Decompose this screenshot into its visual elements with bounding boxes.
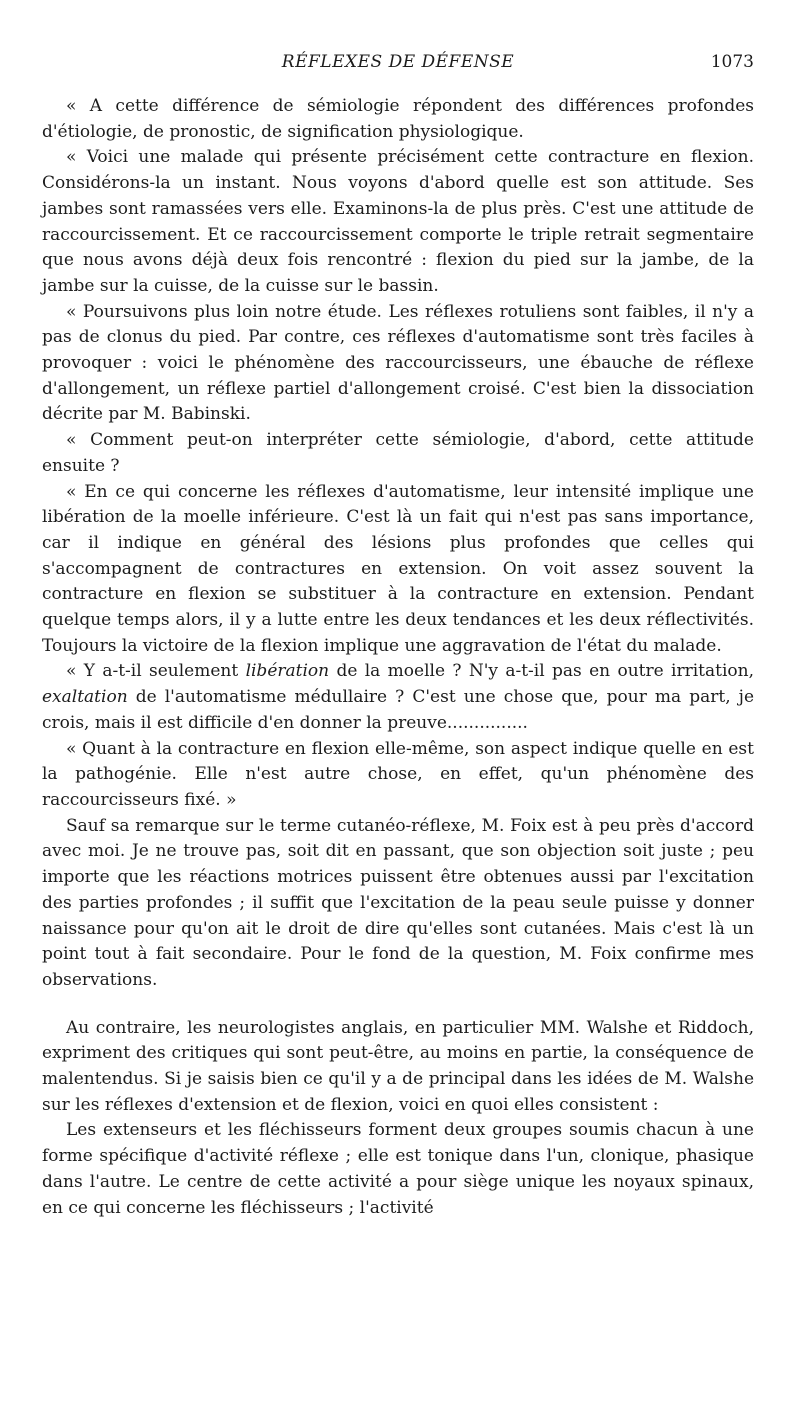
page-number: 1073 xyxy=(710,52,754,72)
paragraph-8: Sauf sa remarque sur le terme cutanéo-réflexe, M. Foix est à peu près d'accord avec moi. Je ne trouve pas, soit dit en passant, que son objection soit juste ; peu importe que les réactions motrices puissent être obtenues aussi par l'excitation des parties profondes ; il suffit que l'excitation de la peau seule puisse y donner naissance pour qu'on ait le droit de dire qu'elles sont cutanées. Mais c'est là un point tout à fait secondaire. Pour le fond de la question, M. Foix confirme mes observations. xyxy=(42,815,754,990)
paragraph-1: « A cette différence de sémiologie répondent des différences profondes d'étiologie, de pronostic, de signification physiologique. xyxy=(42,96,754,142)
paragraph-10: Les extenseurs et les fléchisseurs forment deux groupes soumis chacun à une forme spécifique d'activité réflexe ; elle est tonique dans l'un, clonique, phasique dans l'autre. Le centre de cette activité a pour siège unique les noyaux spinaux, en ce qui concerne les fléchisseurs ; l'activité xyxy=(42,1120,754,1218)
paragraph-3: « Poursuivons plus loin notre étude. Les réflexes rotuliens sont faibles, il n'y a pas de clonus du pied. Par contre, ces réflexes d'automatisme sont très faciles à provoquer : voici le phénomène des raccourcisseurs, une ébauche de réflexe d'allongement, un réflexe partiel d'allongement croisé. C'est bien la dissociation décrite par M. Babinski. xyxy=(42,301,754,425)
italic-term: exaltation xyxy=(42,687,128,708)
paragraph-9: Au contraire, les neurologistes anglais, en particulier MM. Walshe et Riddoch, expriment des critiques qui sont peut-être, au moins en partie, la conséquence de malentendus. Si je saisis bien ce qu'il y a de principal dans les idées de M. Walshe sur les réflexes d'extension et de flexion, voici en quoi elles consistent : xyxy=(42,1017,754,1115)
italic-term: libération xyxy=(245,661,330,682)
paragraph-5: « En ce qui concerne les réflexes d'automatisme, leur intensité implique une libération de la moelle inférieure. C'est là un fait qui n'est pas sans importance, car il indique en général des lésions plus profondes que celles qui s'accompagnent de contractures en extension. On voit assez souvent la contracture en flexion se substituer à la contracture en extension. Pendant quelque temps alors, il y a lutte entre les deux tendances et les deux réflectivités. Toujours la victoire de la flexion implique une aggravation de l'état du malade. xyxy=(42,481,754,656)
section-separator xyxy=(42,994,754,1016)
paragraph-4: « Comment peut-on interpréter cette sémiologie, d'abord, cette attitude ensuite ? xyxy=(42,430,754,476)
paragraph-7: « Quant à la contracture en flexion elle-même, son aspect indique quelle en est la pathogénie. Elle n'est autre chose, en effet, qu'un phénomène des raccourcisseurs fixé. » xyxy=(42,738,754,810)
running-title: RÉFLEXES DE DÉFENSE xyxy=(281,52,515,72)
paragraph-2: « Voici une malade qui présente précisément cette contracture en flexion. Considérons-la un instant. Nous voyons d'abord quelle est son attitude. Ses jambes sont ramassées vers elle. Examinons-la de plus près. C'est une attitude de raccourcissement. Et ce raccourcissement comporte le triple retrait segmentaire que nous avons déjà deux fois rencontré : flexion du pied sur la jambe, de la jambe sur la cuisse, de la cuisse sur le bassin. xyxy=(42,147,754,296)
running-header xyxy=(42,52,754,78)
body-text xyxy=(42,94,754,1221)
paragraph-6: « Y a-t-il seulement libération de la moelle ? N'y a-t-il pas en outre irritation, exaltation de l'automatisme médullaire ? C'est une chose que, pour ma part, je crois, mais il est difficile d'en donner la preuve............... xyxy=(42,661,754,733)
